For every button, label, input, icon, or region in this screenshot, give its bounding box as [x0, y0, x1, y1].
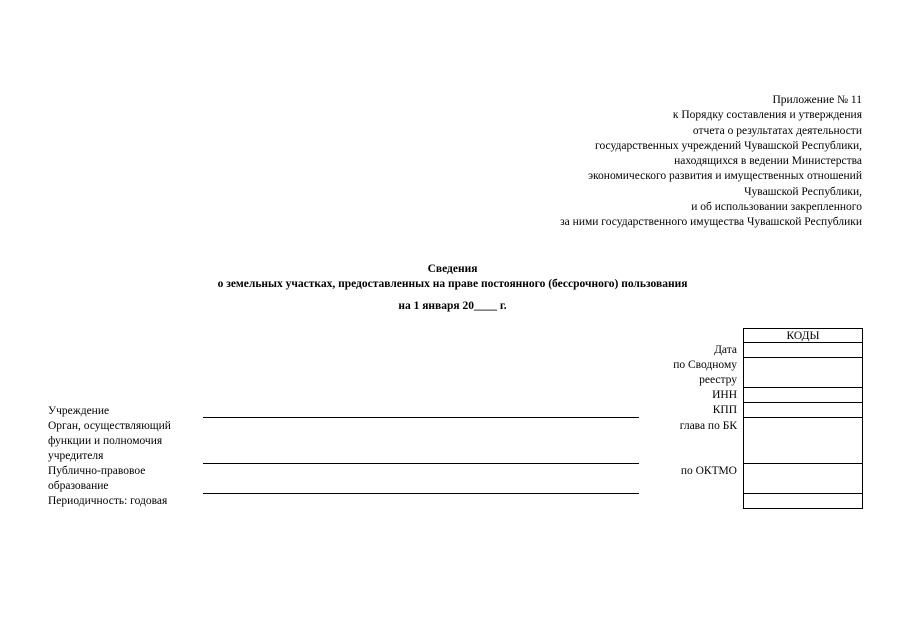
- title-subheading: о земельных участках, предоставленных на праве постоянного (бессрочного) пользования: [217, 278, 688, 290]
- codes-header: КОДЫ: [744, 329, 863, 343]
- appendix-line: Чувашской Республики,: [744, 185, 862, 198]
- appendix-line: Приложение № 11: [772, 94, 862, 106]
- date-code-label: Дата: [714, 344, 737, 356]
- periodicity-code-cell[interactable]: [744, 494, 863, 509]
- inn-code-label: ИНН: [712, 389, 737, 401]
- institution-label: Учреждение: [48, 405, 110, 417]
- bk-code-cell[interactable]: [744, 418, 863, 464]
- institution-field[interactable]: [203, 417, 639, 418]
- report-date-text: на 1 января 20____ г.: [398, 300, 507, 312]
- public-entity-label-2: образование: [48, 480, 109, 492]
- registry-code-label-1: по Сводному: [673, 359, 737, 371]
- appendix-line: находящихся в ведении Министерства: [674, 155, 862, 168]
- title-heading: Сведения: [427, 263, 478, 275]
- founder-body-label-3: учредителя: [48, 450, 104, 462]
- codes-table: [743, 328, 863, 509]
- founder-body-label-2: функции и полномочия: [48, 435, 163, 447]
- periodicity-label: Периодичность: годовая: [48, 495, 168, 507]
- registry-code-cell[interactable]: [744, 358, 863, 388]
- appendix-line: и об использовании закрепленного: [691, 201, 862, 214]
- oktmo-code-cell[interactable]: [744, 464, 863, 494]
- public-entity-field[interactable]: [203, 493, 639, 494]
- founder-body-label-1: Орган, осуществляющий: [48, 420, 171, 432]
- appendix-line: отчета о результатах деятельности: [692, 124, 862, 137]
- public-entity-label-1: Публично-правовое: [48, 465, 146, 477]
- bk-code-label: глава по БК: [679, 420, 737, 432]
- inn-code-cell[interactable]: [744, 388, 863, 403]
- kpp-code-cell[interactable]: [744, 403, 863, 418]
- document-title: [0, 262, 905, 292]
- date-code-cell[interactable]: [744, 343, 863, 358]
- kpp-code-label: КПП: [712, 404, 737, 416]
- registry-code-label-2: реестру: [699, 374, 737, 386]
- founder-body-field[interactable]: [203, 463, 639, 464]
- appendix-line: к Порядку составления и утверждения: [672, 109, 862, 122]
- appendix-line: государственных учреждений Чувашской Республики,: [595, 139, 862, 152]
- report-date-line: [0, 299, 905, 314]
- appendix-line: за ними государственного имущества Чувашской Республики: [560, 216, 862, 229]
- appendix-line: экономического развития и имущественных отношений: [588, 170, 862, 183]
- appendix-note: [442, 93, 862, 231]
- oktmo-code-label: по ОКТМО: [680, 465, 737, 477]
